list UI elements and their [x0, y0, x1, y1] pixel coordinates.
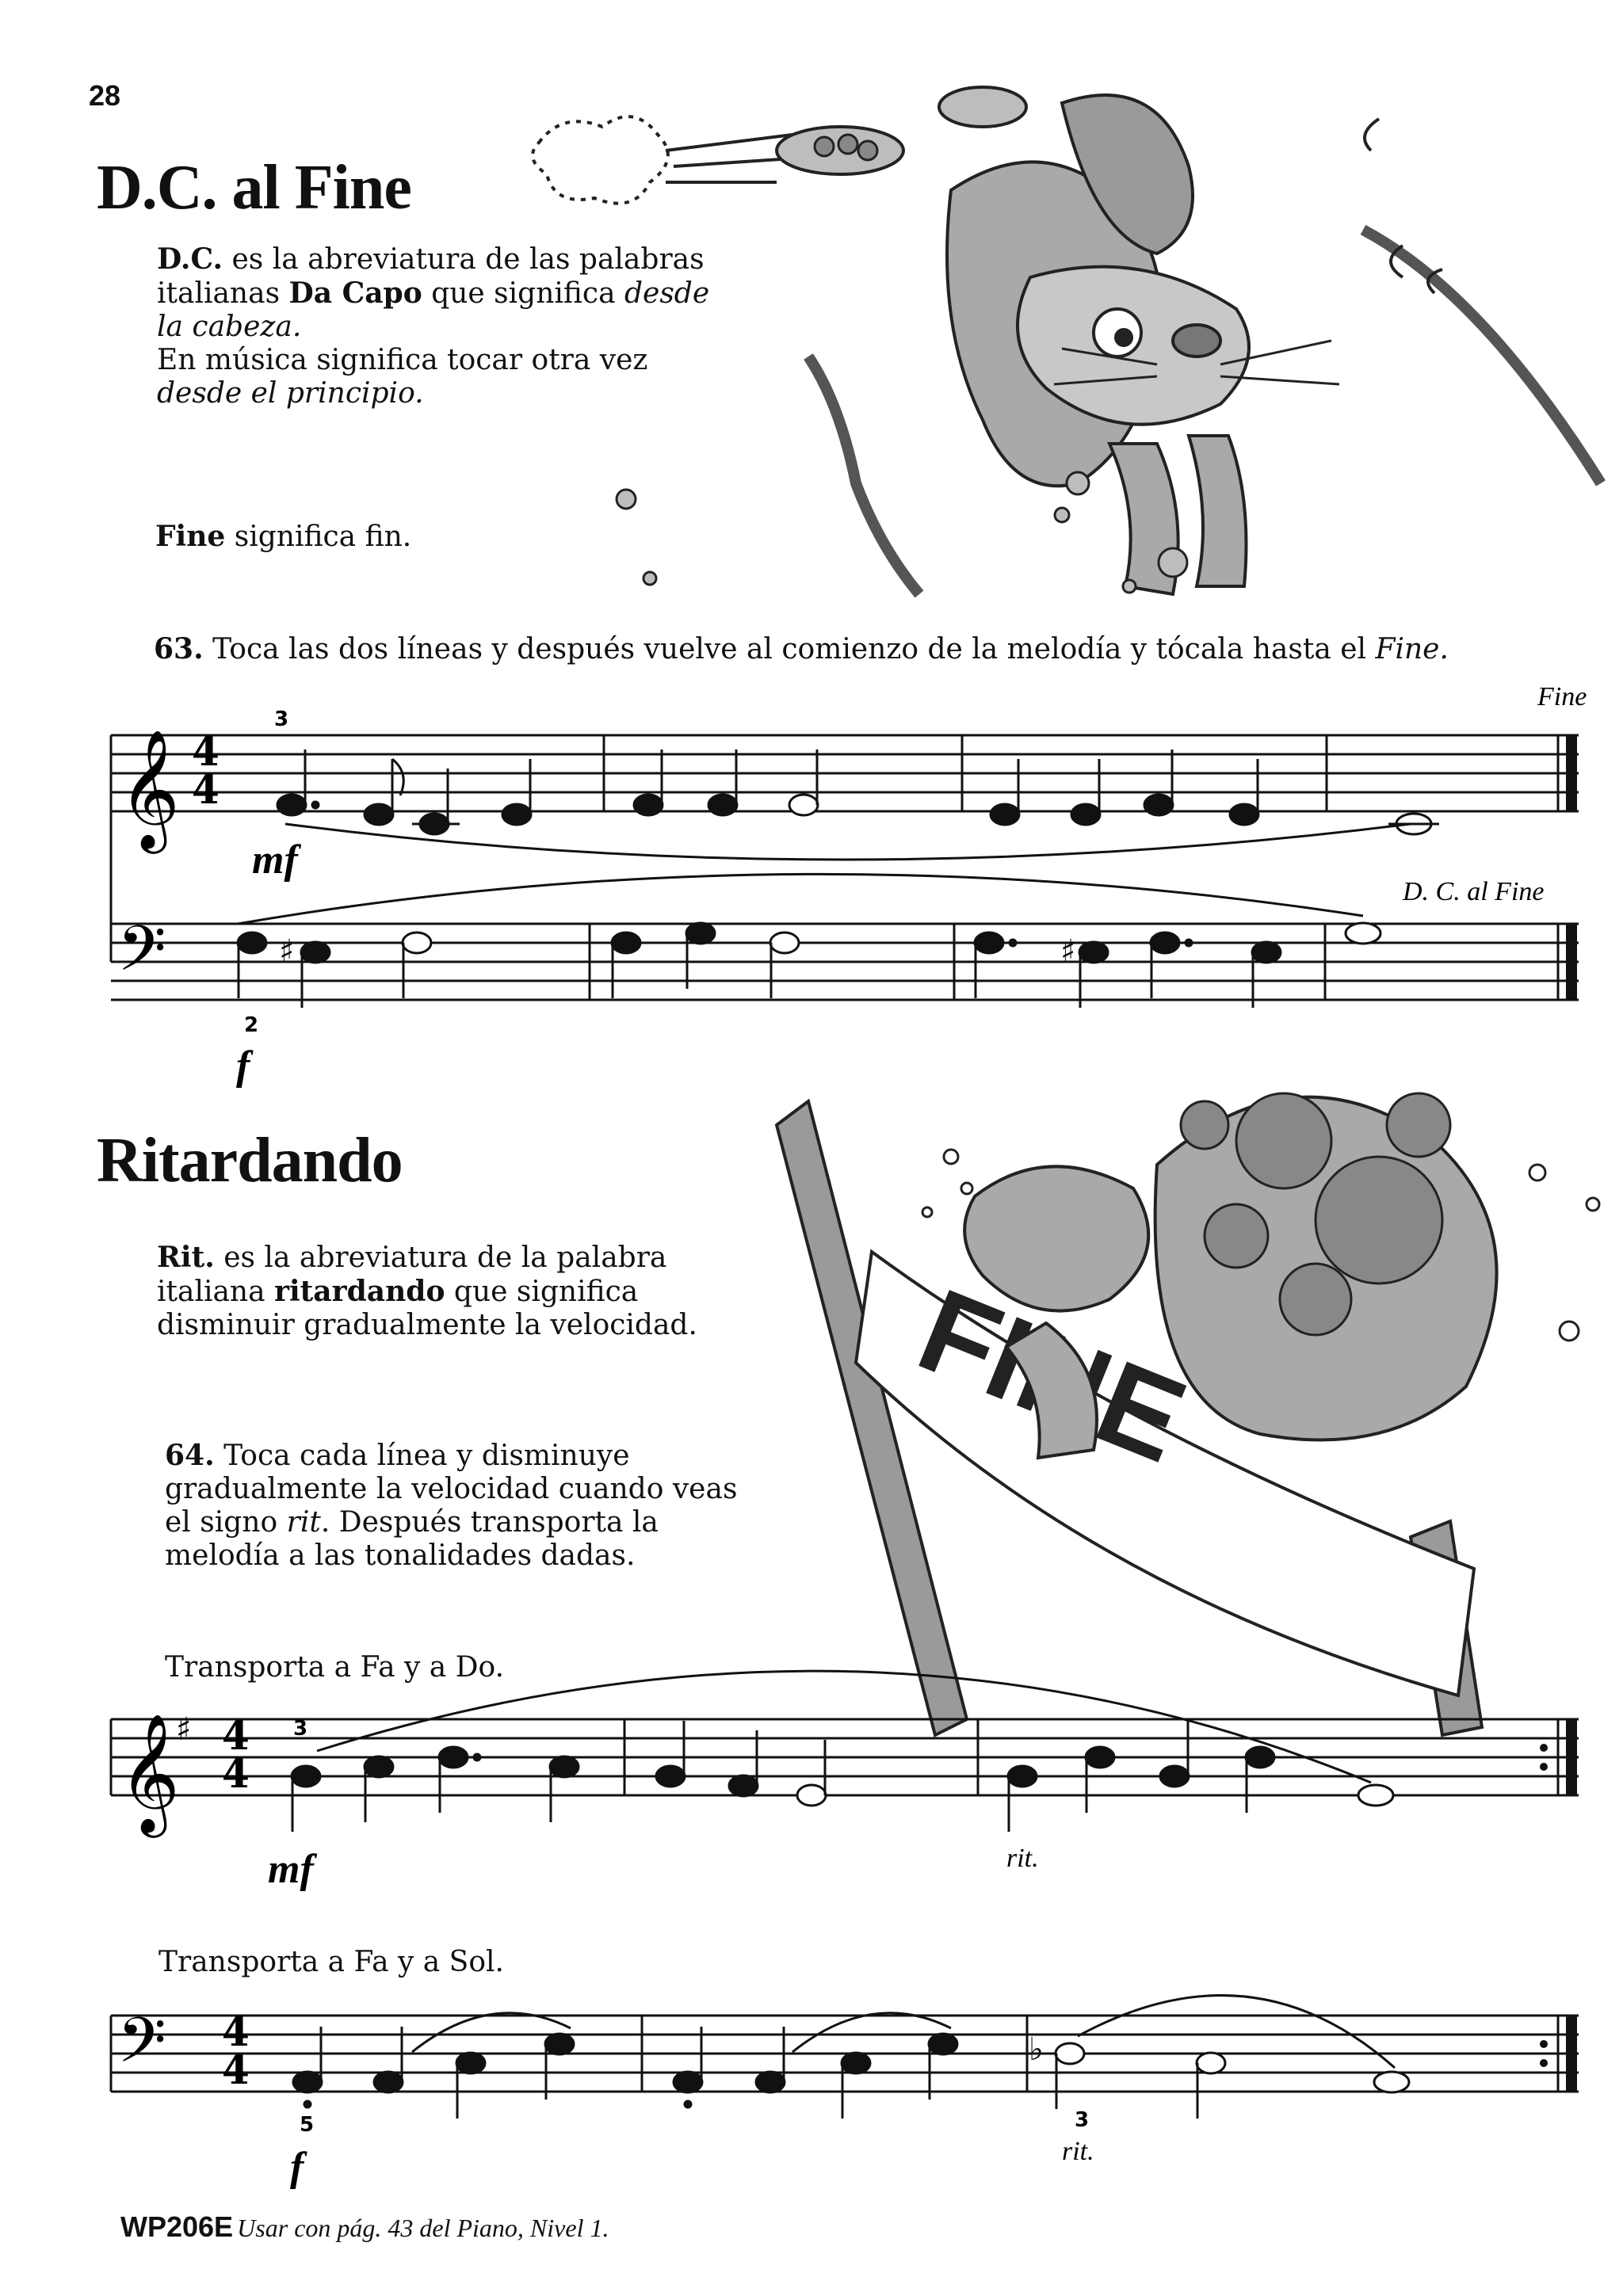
dynamic-mf-63: mf	[252, 837, 298, 883]
rit-abbr: Rit.	[157, 1241, 215, 1274]
svg-text:♯: ♯	[279, 933, 295, 970]
footer-note: Usar con pág. 43 del Piano, Nivel 1.	[237, 2214, 609, 2242]
footer-code: WP206E	[120, 2210, 234, 2243]
dynamic-f-64: f	[290, 2145, 304, 2190]
time-signature-top: 4	[222, 2008, 250, 2055]
exercise-63-text: Toca las dos líneas y después vuelve al comienzo de la melodía y tócala hasta el	[212, 633, 1376, 666]
fine-term: Fine	[155, 520, 226, 553]
rit-text2: que significa disminuir gradualmente la velocidad.	[157, 1276, 697, 1341]
sharp-key-signature-icon: ♯	[176, 1711, 192, 1748]
dc-desc-text2: que significa	[422, 277, 624, 310]
exercise-63-text-em: Fine.	[1375, 633, 1449, 666]
fine-mark: Fine	[1537, 682, 1587, 711]
time-signature-bottom: 4	[222, 2046, 250, 2093]
page-number: 28	[89, 79, 121, 112]
dc-line2-em: desde el principio.	[157, 377, 424, 410]
dc-desc-text1: es la abreviatura de las palabras italianas	[157, 243, 705, 310]
exercise-64-text2: . Después transporta la melodía a las tonalidades dadas.	[165, 1506, 659, 1572]
da-capo-term: Da Capo	[288, 277, 422, 310]
treble-finger-63: 3	[274, 707, 289, 731]
rit-text1: es la abreviatura de la palabra italiana	[157, 1241, 667, 1308]
slurs-64-line2	[412, 1996, 1395, 2068]
transport-label-1: Transporta a Fa y a Do.	[165, 1651, 505, 1684]
time-signature-bottom: 4	[222, 1750, 250, 1797]
ritardando-title: Ritardando	[97, 1126, 403, 1196]
bass-finger-64-b: 3	[1075, 2108, 1090, 2132]
exercise-63-number: 63.	[154, 632, 204, 666]
rit-mark-2: rit.	[1062, 2137, 1094, 2166]
bass-staff-64	[111, 2016, 1579, 2092]
bass-clef-icon: 𝄢	[117, 2004, 166, 2092]
dynamic-mf-64: mf	[268, 1847, 314, 1892]
dc-meaning: desde la cabeza.	[157, 277, 710, 343]
time-signature-bottom: 4	[192, 766, 220, 813]
dc-line2-text: En música significa tocar otra vez	[157, 344, 648, 376]
transport-label-2: Transporta a Fa y a Sol.	[158, 1946, 504, 1978]
bass-finger-64-a: 5	[300, 2113, 315, 2137]
exercise-64-text1: Toca cada línea y disminuye gradualmente la velocidad cuando veas el signo	[165, 1440, 738, 1539]
exercise-64-number: 64.	[165, 1439, 215, 1472]
treble-finger-64: 3	[293, 1717, 308, 1741]
exercise-64-text-em: rit	[286, 1506, 321, 1539]
rit-mark-1: rit.	[1006, 1844, 1039, 1873]
footer	[120, 2210, 609, 2244]
time-signature-top: 4	[192, 728, 220, 775]
ritardando-term: ritardando	[274, 1275, 445, 1308]
bass-clef-icon: 𝄢	[117, 912, 166, 1001]
dc-abbr: D.C.	[157, 242, 223, 276]
fine-text: significa fin.	[225, 521, 412, 553]
svg-text:♭: ♭	[1029, 2031, 1044, 2068]
svg-text:♯: ♯	[1060, 933, 1076, 970]
treble-clef-icon: 𝄞	[119, 1712, 180, 1833]
bass-finger-63: 2	[244, 1013, 259, 1037]
treble-clef-icon: 𝄞	[119, 728, 180, 849]
time-signature-top: 4	[222, 1712, 250, 1759]
dynamic-f-63: f	[236, 1043, 250, 1089]
dc-al-fine-title: D.C. al Fine	[97, 153, 411, 223]
dc-al-fine-mark: D. C. al Fine	[1403, 877, 1545, 906]
